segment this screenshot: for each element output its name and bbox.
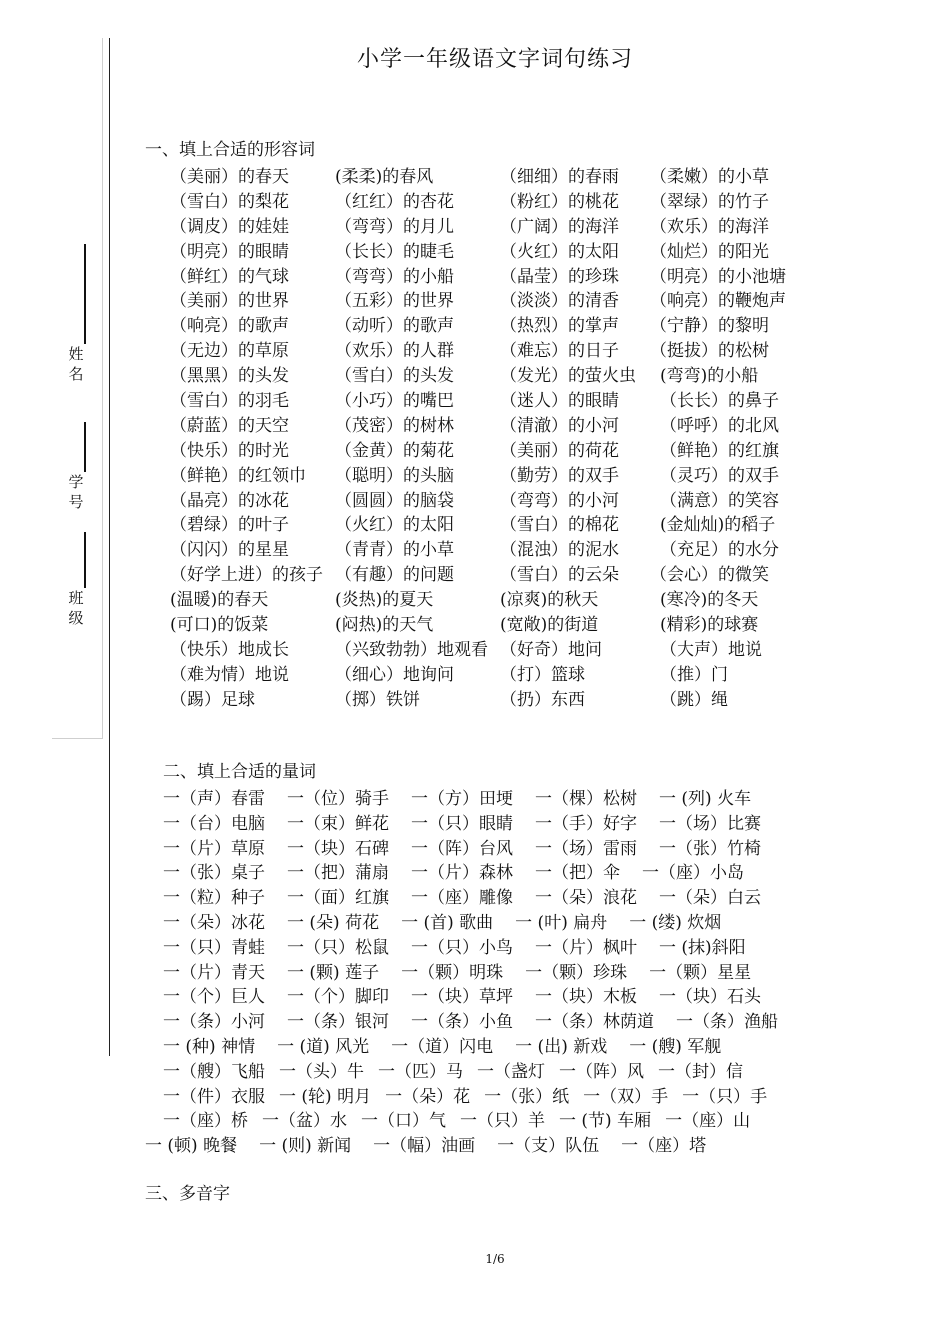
adjective-phrase: (可口)的饭菜 <box>170 615 269 636</box>
measure-word-phrase: 一（座）雕像 <box>411 888 513 909</box>
section-adjectives-heading: 一、填上合适的形容词 <box>145 140 315 160</box>
adjective-phrase: (精彩)的球赛 <box>660 615 759 636</box>
adjective-phrase: （欢乐）的海洋 <box>650 216 769 237</box>
student-number-field-line <box>84 422 86 472</box>
adjective-phrase: （青青）的小草 <box>335 540 454 561</box>
adjective-phrase: （掷）铁饼 <box>335 689 420 710</box>
adjective-row <box>170 535 850 560</box>
adjective-phrase: （发光）的萤火虫 <box>500 366 636 387</box>
adjective-phrase: (宽敞)的街道 <box>500 615 599 636</box>
adjective-row <box>170 336 850 361</box>
measure-word-phrase: 一（位）骑手 <box>287 789 389 809</box>
measure-word-row <box>145 809 845 834</box>
measure-word-phrase: 一（块）木板 <box>535 987 637 1008</box>
adjective-phrase: （五彩）的世界 <box>335 291 454 312</box>
adjective-phrase: (炎热)的夏天 <box>335 590 434 611</box>
page-title: 小学一年级语文字词句练习 <box>356 47 633 72</box>
adjective-row <box>170 262 850 287</box>
measure-word-phrase: 一（阵）台风 <box>411 838 513 859</box>
class-field[interactable] <box>62 528 92 628</box>
measure-word-phrase: 一（张）竹椅 <box>659 838 761 859</box>
measure-word-phrase: 一 (轮) 明月 <box>279 1086 372 1107</box>
measure-word-phrase: 一（声）春雷 <box>163 789 265 809</box>
adjective-phrase: （灵巧）的双手 <box>660 465 779 486</box>
adjective-phrase: （大声）地说 <box>660 639 762 660</box>
adjective-phrase: （调皮）的娃娃 <box>170 216 289 237</box>
adjective-row <box>170 610 850 635</box>
adjective-phrase: (柔柔)的春风 <box>335 167 434 187</box>
measure-word-phrase: 一 (列) 火车 <box>659 789 752 809</box>
adjective-phrase: （挺拔）的松树 <box>650 341 769 362</box>
adjective-phrase: （长长）的睫毛 <box>335 241 454 262</box>
measure-word-phrase: 一（朵）花 <box>385 1086 471 1107</box>
measure-word-phrase: 一（座）山 <box>665 1111 751 1132</box>
measure-word-phrase: 一（条）银河 <box>287 1012 389 1033</box>
student-number-field-label: 学号 <box>68 473 84 511</box>
measure-words-grid <box>145 784 845 1156</box>
adjective-phrase: （会心）的微笑 <box>650 565 769 586</box>
adjective-row <box>170 361 850 386</box>
adjective-phrase: （迷人）的眼睛 <box>500 391 619 412</box>
adjective-phrase: （美丽）的春天 <box>170 167 289 187</box>
adjective-phrase: （快乐）地成长 <box>170 639 289 660</box>
measure-word-phrase: 一（条）小河 <box>163 1012 265 1033</box>
adjective-phrase: （碧绿）的叶子 <box>170 515 289 536</box>
adjective-phrase: （热烈）的掌声 <box>500 316 619 337</box>
measure-word-row <box>145 908 845 933</box>
measure-word-phrase: 一（盏灯 <box>477 1061 545 1082</box>
measure-word-phrase: 一（把）蒲扇 <box>287 863 389 884</box>
adjective-phrase: （细细）的春雨 <box>500 167 619 187</box>
adjective-row <box>170 660 850 685</box>
measure-word-phrase: 一（只）小鸟 <box>411 937 513 958</box>
adjective-phrase: （雪白）的云朵 <box>500 565 619 586</box>
measure-word-phrase: 一（片）青天 <box>163 962 265 983</box>
measure-word-phrase: 一（个）脚印 <box>287 987 389 1008</box>
adjective-phrase: （弯弯）的小船 <box>335 266 454 287</box>
adjective-row <box>170 486 850 511</box>
adjective-phrase: (寒冷)的冬天 <box>660 590 759 611</box>
measure-word-row <box>145 858 845 883</box>
adjective-phrase: （长长）的鼻子 <box>660 391 779 412</box>
measure-word-phrase: 一（只）眼睛 <box>411 813 513 834</box>
adjective-phrase: （欢乐）的人群 <box>335 341 454 362</box>
name-field-label: 姓名 <box>68 345 84 383</box>
measure-word-phrase: 一 (顿) 晚餐 <box>145 1136 238 1157</box>
class-field-line <box>84 532 86 588</box>
adjective-row <box>170 560 850 585</box>
adjective-phrase: （响亮）的歌声 <box>170 316 289 337</box>
measure-word-row <box>145 1032 845 1057</box>
measure-word-phrase: 一（把）伞 <box>535 863 620 884</box>
adjective-phrase: (温暖)的春天 <box>170 590 269 611</box>
adjective-phrase: （快乐）的时光 <box>170 440 289 461</box>
measure-word-phrase: 一（朵）浪花 <box>535 888 637 909</box>
measure-word-phrase: 一（头）牛 <box>279 1061 364 1082</box>
student-number-field[interactable] <box>62 418 92 518</box>
measure-word-phrase: 一 (朵) 荷花 <box>287 912 380 933</box>
name-field-line <box>84 244 86 344</box>
adjective-phrase: （无边）的草原 <box>170 341 289 362</box>
measure-word-phrase: 一（张）纸 <box>484 1086 570 1107</box>
adjective-phrase: (弯弯)的小船 <box>660 366 759 387</box>
adjective-phrase: （美丽）的世界 <box>170 291 289 312</box>
measure-word-phrase: 一（场）雷雨 <box>535 838 637 859</box>
adjective-phrase: （闪闪）的星星 <box>170 540 289 561</box>
measure-word-row <box>145 834 845 859</box>
measure-word-phrase: 一（条）林荫道 <box>535 1012 654 1033</box>
name-field[interactable] <box>62 240 92 390</box>
measure-word-phrase: 一（个）巨人 <box>163 987 265 1008</box>
measure-word-row <box>145 1082 845 1107</box>
adjective-phrase: （踢）足球 <box>170 689 255 710</box>
measure-word-phrase: 一（张）桌子 <box>163 863 265 884</box>
measure-word-phrase: 一（道）闪电 <box>391 1036 494 1057</box>
adjective-phrase: （粉红）的桃花 <box>500 191 619 212</box>
measure-word-phrase: 一（颗）珍珠 <box>525 962 628 983</box>
adjective-phrase: （火红）的太阳 <box>335 515 454 536</box>
measure-word-phrase: 一（片）枫叶 <box>535 937 637 958</box>
adjective-row <box>170 212 850 237</box>
measure-word-phrase: 一（封）信 <box>658 1061 743 1082</box>
adjective-row <box>170 510 850 535</box>
adjective-phrase: （火红）的太阳 <box>500 241 619 262</box>
section-measure-words-heading: 二、填上合适的量词 <box>163 762 316 782</box>
measure-word-phrase: 一（座）桥 <box>163 1111 248 1132</box>
measure-word-phrase: 一（艘）飞船 <box>163 1061 265 1082</box>
adjective-phrase: （响亮）的鞭炮声 <box>650 291 786 312</box>
adjective-phrase: （难为情）地说 <box>170 664 289 685</box>
measure-word-phrase: 一（块）石头 <box>659 987 761 1008</box>
measure-word-phrase: 一（粒）种子 <box>163 888 265 909</box>
measure-word-phrase: 一 (道) 风光 <box>277 1036 370 1057</box>
adjective-phrase: （淡淡）的清香 <box>500 291 619 312</box>
adjective-phrase: （柔嫩）的小草 <box>650 167 769 187</box>
adjective-phrase: （茂密）的树林 <box>335 415 454 436</box>
measure-word-phrase: 一（支）队伍 <box>497 1136 600 1157</box>
measure-word-phrase: 一（只）松鼠 <box>287 937 389 958</box>
measure-word-phrase: 一（颗）明珠 <box>401 962 504 983</box>
measure-word-phrase: 一 (艘) 军舰 <box>629 1036 722 1057</box>
adjective-phrase: （鲜红）的气球 <box>170 266 289 287</box>
measure-word-phrase: 一 (种) 神情 <box>163 1036 256 1057</box>
adjective-phrase: （灿烂）的阳光 <box>650 241 769 262</box>
measure-word-row <box>145 1057 845 1082</box>
adjective-phrase: （混浊）的泥水 <box>500 540 619 561</box>
adjective-phrase: （翠绿）的竹子 <box>650 191 769 212</box>
adjective-row <box>170 461 850 486</box>
class-field-label: 班级 <box>68 589 84 627</box>
measure-word-phrase: 一（只）羊 <box>460 1111 545 1132</box>
adjective-row <box>170 436 850 461</box>
measure-word-phrase: 一（阵）风 <box>559 1061 644 1082</box>
adjective-phrase: （鲜艳）的红领巾 <box>170 465 306 486</box>
adjective-phrase: （有趣）的问题 <box>335 565 454 586</box>
adjective-phrase: （充足）的水分 <box>660 540 779 561</box>
measure-word-phrase: 一（面）红旗 <box>287 888 389 909</box>
adjectives-grid <box>170 162 850 710</box>
measure-word-phrase: 一 (出) 新戏 <box>515 1036 608 1057</box>
adjective-phrase: （好学上进）的孩子 <box>170 565 323 586</box>
adjective-row <box>170 685 850 710</box>
adjective-phrase: （扔）东西 <box>500 689 585 710</box>
measure-word-phrase: 一 (缕) 炊烟 <box>629 912 722 933</box>
adjective-row <box>170 286 850 311</box>
adjective-phrase: （圆圆）的脑袋 <box>335 490 454 511</box>
adjective-phrase: （黑黑）的头发 <box>170 366 289 387</box>
adjective-phrase: （弯弯）的月儿 <box>335 216 454 237</box>
adjective-phrase: （推）门 <box>660 664 728 685</box>
adjective-phrase: （清澈）的小河 <box>500 415 619 436</box>
measure-word-row <box>145 883 845 908</box>
adjective-phrase: （满意）的笑容 <box>660 490 779 511</box>
adjective-phrase: (金灿灿)的稻子 <box>660 515 776 536</box>
measure-word-phrase: 一（片）草原 <box>163 838 265 859</box>
measure-word-phrase: 一 (首) 歌曲 <box>401 912 494 933</box>
adjective-phrase: （雪白）的羽毛 <box>170 391 289 412</box>
measure-word-phrase: 一（只）青蛙 <box>163 937 265 958</box>
measure-word-phrase: 一（场）比赛 <box>659 813 761 834</box>
measure-word-phrase: 一（块）石碑 <box>287 838 389 859</box>
measure-word-phrase: 一（条）小鱼 <box>411 1012 513 1033</box>
measure-word-row <box>145 933 845 958</box>
measure-word-phrase: 一（朵）白云 <box>659 888 761 909</box>
measure-word-phrase: 一（手）好字 <box>535 813 637 834</box>
measure-word-phrase: 一（匹）马 <box>378 1061 463 1082</box>
measure-word-phrase: 一（块）草坪 <box>411 987 513 1008</box>
adjective-phrase: （难忘）的日子 <box>500 341 619 362</box>
margin-box-line <box>102 38 103 738</box>
measure-word-phrase: 一（方）田埂 <box>411 789 513 809</box>
adjective-phrase: （动听）的歌声 <box>335 316 454 337</box>
measure-word-phrase: 一 (颗) 莲子 <box>287 962 380 983</box>
adjective-phrase: （广阔）的海洋 <box>500 216 619 237</box>
measure-word-phrase: 一（台）电脑 <box>163 813 265 834</box>
adjective-phrase: （跳）绳 <box>660 689 728 710</box>
measure-word-phrase: 一（幅）油画 <box>373 1136 476 1157</box>
adjective-row <box>170 187 850 212</box>
measure-word-phrase: 一（口）气 <box>361 1111 446 1132</box>
measure-word-row <box>145 1131 845 1156</box>
adjective-phrase: （小巧）的嘴巴 <box>335 391 454 412</box>
adjective-phrase: （金黄）的菊花 <box>335 440 454 461</box>
adjective-phrase: （呼呼）的北风 <box>660 415 779 436</box>
adjective-phrase: （宁静）的黎明 <box>650 316 769 337</box>
adjective-phrase: （美丽）的荷花 <box>500 440 619 461</box>
measure-word-phrase: 一（束）鲜花 <box>287 813 389 834</box>
adjective-phrase: （雪白）的梨花 <box>170 191 289 212</box>
measure-word-phrase: 一 (抹)斜阳 <box>659 937 746 958</box>
measure-word-row <box>145 1106 845 1131</box>
measure-word-phrase: 一（朵）冰花 <box>163 912 265 933</box>
measure-word-row <box>145 982 845 1007</box>
adjective-row <box>170 311 850 336</box>
measure-word-phrase: 一（棵）松树 <box>535 789 637 809</box>
measure-word-phrase: 一 (节) 车厢 <box>559 1111 652 1132</box>
measure-word-row <box>145 958 845 983</box>
measure-word-phrase: 一（只）手 <box>682 1086 768 1107</box>
adjective-phrase: （兴致勃勃）地观看 <box>335 639 488 660</box>
adjective-phrase: (闷热)的天气 <box>335 615 434 636</box>
measure-word-phrase: 一（座）塔 <box>621 1136 707 1157</box>
adjective-row <box>170 386 850 411</box>
adjective-phrase: （明亮）的眼睛 <box>170 241 289 262</box>
adjective-phrase: （红红）的杏花 <box>335 191 454 212</box>
adjective-row <box>170 635 850 660</box>
adjective-phrase: （雪白）的棉花 <box>500 515 619 536</box>
measure-word-phrase: 一（盆）水 <box>262 1111 347 1132</box>
measure-word-phrase: 一（件）衣服 <box>163 1086 265 1107</box>
adjective-row <box>170 585 850 610</box>
measure-word-phrase: 一（片）森林 <box>411 863 513 884</box>
adjective-row <box>170 162 850 187</box>
adjective-phrase: （勤劳）的双手 <box>500 465 619 486</box>
adjective-row <box>170 237 850 262</box>
measure-word-row <box>145 1007 845 1032</box>
adjective-phrase: （明亮）的小池塘 <box>650 266 786 287</box>
adjective-phrase: （晶亮）的冰花 <box>170 490 289 511</box>
section-polyphone-heading: 三、多音字 <box>145 1184 230 1204</box>
measure-word-phrase: 一 (叶) 扁舟 <box>515 912 608 933</box>
measure-word-phrase: 一（条）渔船 <box>676 1012 778 1033</box>
adjective-phrase: （打）篮球 <box>500 664 585 685</box>
measure-word-row <box>145 784 845 809</box>
measure-word-phrase: 一 (则) 新闻 <box>259 1136 352 1157</box>
adjective-phrase: (凉爽)的秋天 <box>500 590 599 611</box>
adjective-phrase: （蔚蓝）的天空 <box>170 415 289 436</box>
adjective-phrase: （细心）地询问 <box>335 664 454 685</box>
adjective-phrase: （好奇）地问 <box>500 639 602 660</box>
adjective-row <box>170 411 850 436</box>
measure-word-phrase: 一（双）手 <box>583 1086 669 1107</box>
page-number: 1/6 <box>485 1252 505 1266</box>
adjective-phrase: （晶莹）的珍珠 <box>500 266 619 287</box>
binding-line <box>109 38 110 1056</box>
adjective-phrase: （鲜艳）的红旗 <box>660 440 779 461</box>
adjective-phrase: （弯弯）的小河 <box>500 490 619 511</box>
margin-box-bottom-line <box>52 738 103 739</box>
measure-word-phrase: 一（座）小岛 <box>642 863 744 884</box>
adjective-phrase: （聪明）的头脑 <box>335 465 454 486</box>
adjective-phrase: （雪白）的头发 <box>335 366 454 387</box>
measure-word-phrase: 一（颗）星星 <box>649 962 752 983</box>
